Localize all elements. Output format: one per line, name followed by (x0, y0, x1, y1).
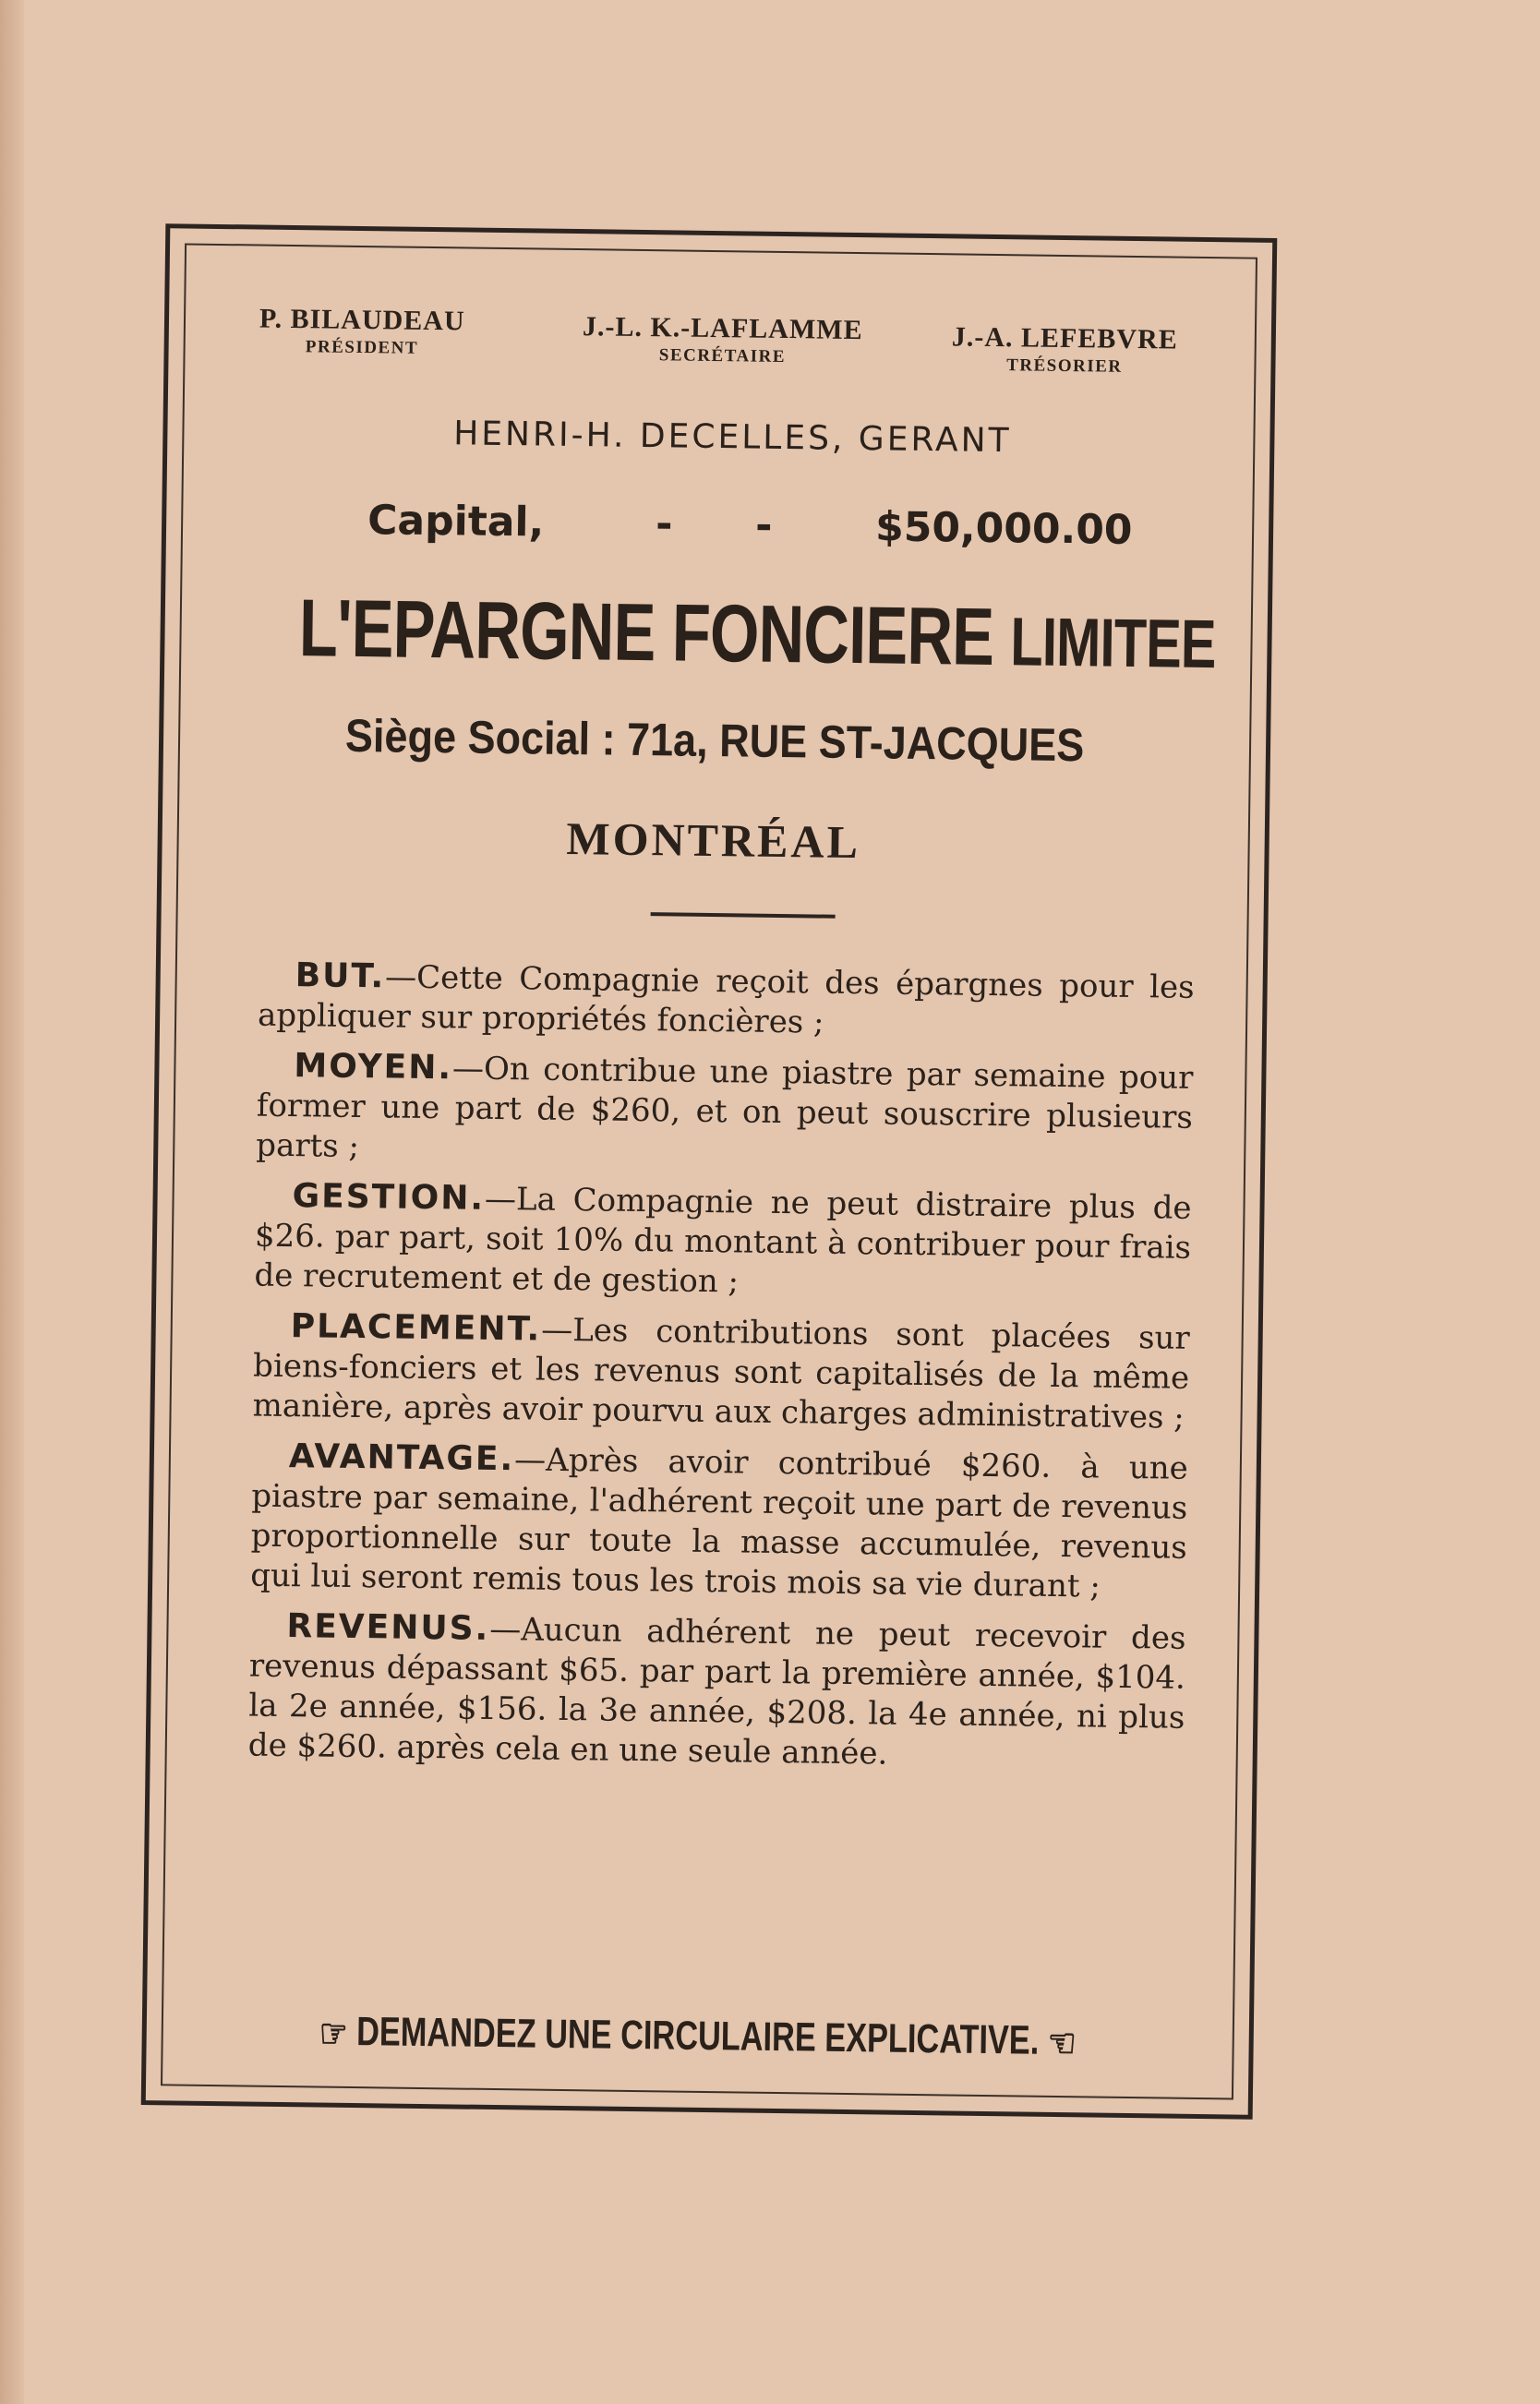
capital-label: Capital, (367, 497, 545, 547)
paragraph-heading: AVANTAGE. (288, 1437, 515, 1479)
officer-name: P. BILAUDEAU (259, 303, 465, 337)
officers-row (185, 303, 1255, 391)
pointing-hand-left-icon: ☜ (1047, 2020, 1077, 2067)
paragraph-text: —La Compagnie ne peut distraire plus de $26. par part, soit 10% du montant à contribuer pour frais de recrutement et de gestion ; (254, 1180, 1192, 1301)
paragraph-text: —Après avoir contribué $260. à une piastre par semaine, l'adhérent reçoit une part de revenus proportionnelle sur toute la masse accumulée, revenus qui lui seront remis tous les trois mois sa vie durant ; (249, 1441, 1189, 1605)
paragraph-text: —Les contributions sont placées sur biens-fonciers et les revenus sont capitalisés de la même manière, après avoir pourvu aux charges administratives ; (252, 1311, 1190, 1436)
paragraph-heading: GESTION. (292, 1177, 486, 1218)
paragraph-but (258, 956, 1195, 1048)
paragraph-revenus (248, 1606, 1186, 1778)
divider-rule (651, 912, 836, 919)
paragraph-placement (252, 1306, 1190, 1438)
officer-role: PRÉSIDENT (305, 337, 419, 358)
advertisement-inner-frame (161, 243, 1257, 2099)
officer-treasurer (951, 321, 1178, 378)
advertisement-frame (141, 223, 1278, 2120)
capital-value: $50,000.00 (874, 503, 1133, 554)
company-name (298, 581, 1217, 686)
paragraph-avantage (250, 1436, 1188, 1608)
paragraph-text: —Cette Compagnie reçoit des épargnes pour les appliquer sur propriétés foncières ; (257, 958, 1195, 1041)
paragraph-heading: BUT. (295, 956, 386, 996)
paragraph-text: —On contribue une piastre par semaine pour former une part de $260, et on peut souscrire plusieurs parts ; (256, 1050, 1194, 1166)
paragraph-heading: PLACEMENT. (290, 1307, 542, 1349)
city-name: MONTRÉAL (566, 811, 861, 869)
company-name-suffix: LIMITEE (1009, 603, 1217, 683)
officer-president (259, 304, 465, 360)
officer-name: J.-A. LEFEBVRE (951, 321, 1178, 355)
company-name-main: L'EPARGNE FONCIERE (298, 582, 994, 682)
capital-line (367, 497, 1142, 554)
head-office-address: Siège Social : 71a, RUE ST-JACQUES (344, 709, 1085, 772)
pointing-hand-right-icon: ☞ (319, 2011, 348, 2057)
officer-role: SECRÉTAIRE (658, 345, 787, 367)
paragraph-text: —Aucun adhérent ne peut recevoir des revenus dépassant $65. par part la première année, $104. la 2e année, $156. la 3e année, $208. la 4e année, ni plus de $260. après cela en une seule année. (247, 1610, 1186, 1773)
paragraph-heading: REVENUS. (286, 1607, 490, 1648)
terms-body (247, 956, 1195, 1788)
manager-line: HENRI-H. DECELLES, GERANT (452, 415, 1012, 461)
capital-dash: - (754, 501, 773, 549)
paragraph-gestion (254, 1176, 1192, 1308)
paragraph-moyen (256, 1046, 1194, 1178)
circular-request-text: DEMANDEZ UNE CIRCULAIRE EXPLICATIVE. (355, 2009, 1040, 2063)
officer-name: J.-L. K.-LAFLAMME (582, 311, 863, 346)
paper-edge (0, 0, 24, 2404)
paragraph-heading: MOYEN. (294, 1047, 453, 1088)
officer-secretary (582, 311, 862, 368)
circular-request-line (281, 2008, 1115, 2068)
capital-dash: - (655, 500, 673, 548)
officer-role: TRÉSORIER (1006, 355, 1123, 377)
